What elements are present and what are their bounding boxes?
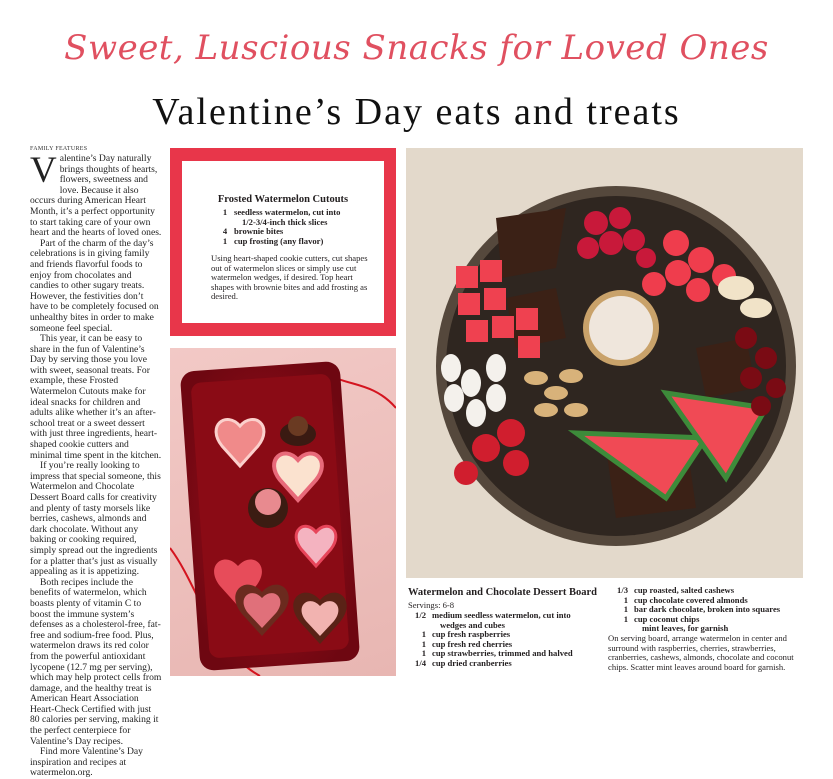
ingredient-row: 1 cup fresh red cherries	[421, 638, 513, 649]
article-paragraph-4: If you’re really looking to impress that special someone, this Watermelon and Chocolate Dessert Board calls for creativity and plenty of tasty morsels like berries, cashews, almonds and dark chocolate. Without any baking or cooking required, simply spread out the ingredients for a platter that’s just as visually appealing as it is appetizing.	[30, 460, 161, 578]
ingredient-row: 1/2-3/4-inch thick slices	[242, 216, 328, 227]
article-paragraph-6: Find more Valentine’s Day inspiration and recipes at watermelon.org.	[30, 746, 143, 779]
article-body	[30, 150, 162, 779]
board-recipe-title: Watermelon and Chocolate Dessert Board	[408, 587, 597, 598]
recipe-box-frosted-cutouts	[170, 148, 396, 336]
board-ingredient-list-2	[608, 586, 780, 634]
ingredient-row: 1/4 cup dried cranberries	[415, 657, 512, 668]
article-paragraph-1: Valentine’s Day naturally brings thoughts of hearts, flowers, sweetness and love. Because it also occurs during American Heart Month, it’s a perfect opportunity to start taking care of your own heart and the hearts of loved ones.	[30, 150, 162, 239]
section-kicker: FAMILY FEATURES	[30, 146, 88, 152]
article-paragraph-2: Part of the charm of the day’s celebrations is in giving family and friends flavorful foods to enjoy from chocolates and candies to other sugary treats. However, the festivities don’t have to be completely focused on unhealthy bites in order to make someone feel special.	[30, 237, 159, 334]
article-paragraph-5: Both recipes include the benefits of watermelon, which boasts plenty of vitamin C to boost the immune system’s defenses as a cholesterol-free, fat-free and sodium-free food. Plus, watermelon draws its red color from the powerful antioxidant lycopene (12.7 mg per serving), which may help protect cells from damage, and the healthy treat is American Heart Association Heart-Check Certified with just 80 calories per serving, making it the perfect centerpiece for Valentine’s Day recipes.	[30, 576, 162, 747]
board-illustration	[406, 148, 803, 578]
ingredient-row: 1/3 cup roasted, salted cashews	[617, 585, 735, 595]
ingredient-row: 1 seedless watermelon, cut into	[222, 207, 341, 217]
ingredient-row: 1 cup chocolate covered almonds	[623, 594, 748, 605]
ingredient-row: wedges and cubes	[440, 619, 505, 630]
headline: Valentine’s Day eats and treats	[152, 91, 681, 133]
tray-illustration	[170, 348, 396, 676]
ingredient-row: 1/2 medium seedless watermelon, cut into	[415, 610, 571, 620]
ingredient-row: 1 cup coconut chips	[623, 613, 700, 624]
board-ingredient-list-1	[406, 611, 573, 669]
ingredient-list	[216, 208, 340, 246]
dessert-board-photo	[406, 148, 803, 578]
ingredient-row: 1 cup fresh raspberries	[421, 629, 511, 640]
recipe-directions: Using heart-shaped cookie cutters, cut shapes out of watermelon slices or simply use cut watermelon wedges, if desired. Top heart shapes with brownie bites and add frosting as desired.	[211, 253, 368, 302]
article-paragraph-3: This year, it can be easy to share in the fun of Valentine’s Day by serving those you love with sweet, seasonal treats. For example, these Frosted Watermelon Cutouts make for ideal snacks for children and adults alike whether it’s an after-school treat or a sweet dessert with just three ingredients, heart-shaped cookie cutters and minimal time spent in the kitchen.	[30, 333, 162, 461]
ingredient-row: mint leaves, for garnish	[642, 623, 729, 634]
ingredient-row: 1 bar dark chocolate, broken into squares	[623, 604, 781, 615]
ingredient-row: 1 cup frosting (any flavor)	[222, 235, 324, 246]
recipe-title: Frosted Watermelon Cutouts	[217, 194, 349, 205]
watermelon-hearts-photo	[170, 348, 396, 676]
drop-cap: V	[30, 150, 57, 191]
board-directions: On serving board, arrange watermelon in center and surround with raspberries, cherries, strawberries, cranberries, cashews, almonds, chocolate and coconut chips. Scatter mint leaves around board for garnish.	[608, 633, 794, 672]
ingredient-row: 4 brownie bites	[222, 226, 284, 237]
ingredient-row: 1 cup strawberries, trimmed and halved	[421, 648, 573, 659]
recipe-card	[182, 161, 384, 323]
board-servings: Servings: 6-8	[408, 600, 455, 610]
tagline: Sweet, Luscious Snacks for Loved Ones	[64, 28, 769, 68]
